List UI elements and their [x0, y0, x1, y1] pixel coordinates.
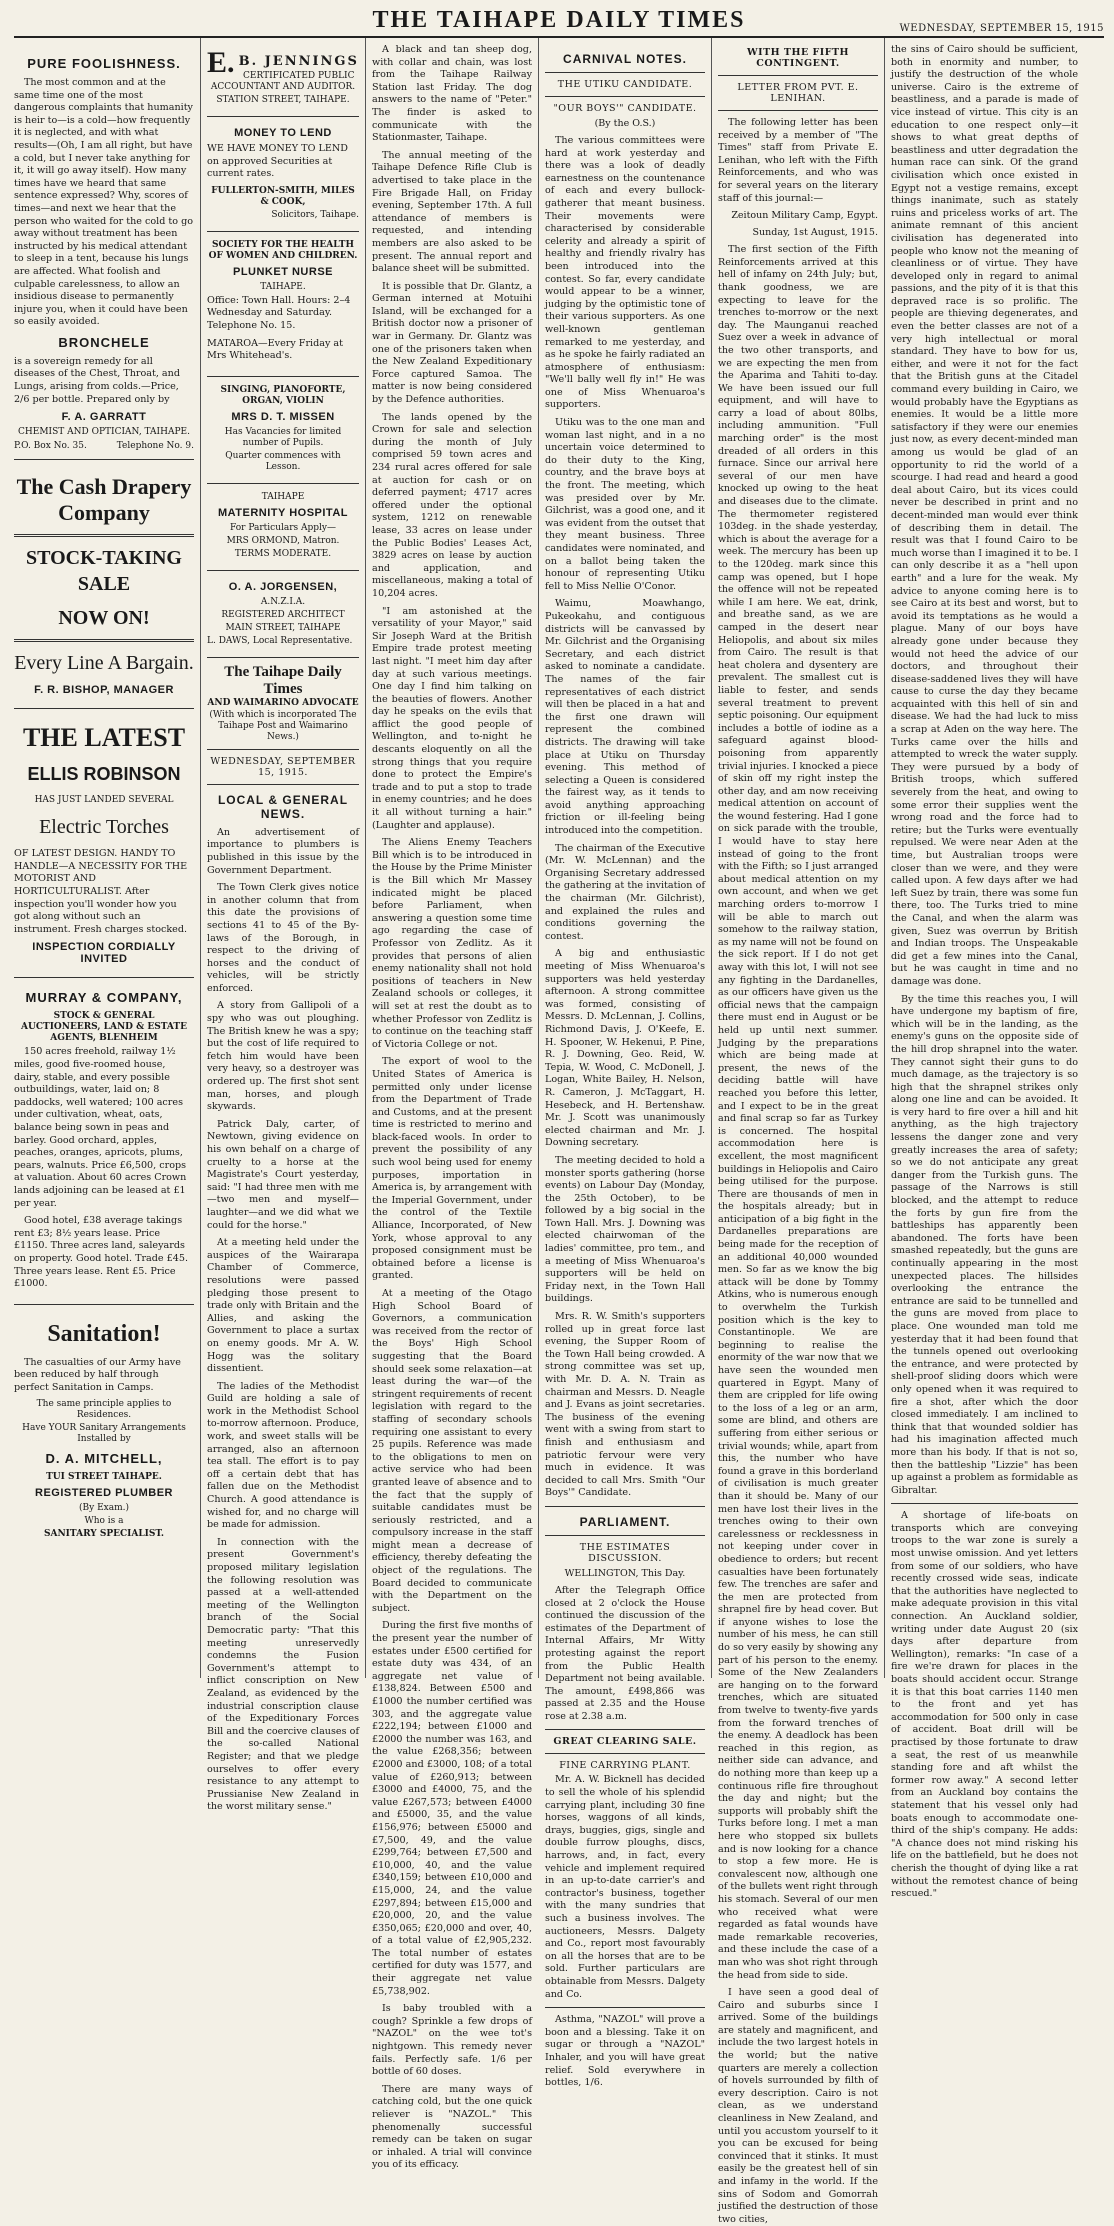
- column-5: [711, 38, 884, 2225]
- letter-place: Zeitoun Military Camp, Egypt.: [731, 210, 878, 222]
- company-name: The Cash Drapery Company: [16, 474, 192, 526]
- divider: [545, 1535, 705, 1536]
- news-item: Patrick Daly, carter, of Newtown, giving evidence on his own behalf on a charge of cruelty to a horse at the Magistrate's Court yesterday, said: "I had three men with me—two men and myself—laughter—and we did what we could for the horse.": [207, 1118, 359, 1231]
- advertiser-title: REGISTERED ARCHITECT: [221, 609, 345, 620]
- editorial-header: [207, 658, 359, 821]
- representative: L. DAWS, Local Representative.: [207, 635, 353, 646]
- columns: [14, 38, 1104, 2225]
- byline: (By the O.S.): [594, 118, 656, 129]
- article-paragraph: After the Telegraph Office closed at 2 o'clock the House continued the discussion of the estimates of the Department of Internal Affairs, Mr Witty protesting against the report from the Public Health Department not being available. The amount, £498,866 was passed at 2.35 and the House rose at 2.38 a.m.: [545, 1584, 705, 1722]
- news-item: The ladies of the Methodist Guild are holding a sale of work in the Methodist School to-morrow afternoon. Produce, work, and sweet stalls will be arranged, also an afternoon tea stall. The effort is to pay off a certain debt that has fallen due on the Methodist Church. A good attendance is wished for, and no charge will be made for admission.: [207, 1380, 359, 1531]
- article-paragraph: By the time this reaches you, I will have undergone my baptism of fire, which will be in the landing, as the enemy's guns on the opposite side of the hill drop shrapnel into the water. They cannot sight their guns to do much damage, as the trajectory is so high that the shrapnel strikes only along one line and can be avoided. It is very hard to fire over a hill and hit anything, as the high trajectory lessens the danger zone and very greatly increases the area of safety; so we do not anticipate any great danger from the Turkish guns. The passage of the Narrows is still blocked, and the attempt to reduce the forts by gun fire from the battleships has apparently been abandoned. The forts have been smashed repeatedly, but the guns are continually appearing in the most unexpected places. The hillsides overlooking the entrance the entrance are said to be tunnelled and the guns are moved from place to place. One wounded man told me yesterday that it had been found that the tunnels opened out overlooking the entrance, and were protected by shell-proof sliding doors which were only opened when it was required to fire a shot, after which the door closed immediately. I am inclined to think that that wounded soldier has had his imagination affected much more than his body. If that is not so, then the battleship "Lizzie" has been up against a problem as formidable as Gibraltar.: [891, 993, 1078, 1496]
- ad-headline: PLUNKET NURSE: [232, 265, 333, 278]
- ad-body: Has Vacancies for limited number of Pupils.: [224, 426, 342, 448]
- ad-maternity-hospital: [207, 484, 359, 571]
- manager-name: F. R. BISHOP, MANAGER: [34, 684, 174, 697]
- ad-music-lessons: [207, 377, 359, 484]
- divider: [545, 96, 705, 97]
- ad-body: OF LATEST DESIGN. HANDY TO HANDLE—A NECESSITY FOR THE MOTORIST AND HORTICULTURALIST. After inspection you'll wonder how you got along without such an instrument. Fresh charges stocked.: [14, 848, 188, 935]
- news-item: The annual meeting of the Taihape Defence Rifle Club is advertised to take place in the Fire Brigade Hall, on Friday evening, September 17th. A full attendance of members is requested, and intending members are also asked to be present. The annual report and balance sheet will be submitted.: [372, 149, 532, 275]
- advertiser-address: STATION STREET, TAIHAPE.: [216, 95, 350, 105]
- ad-body: WE HAVE MONEY TO LEND on approved Securities at current rates.: [207, 143, 348, 180]
- ad-murray-company: [14, 978, 194, 1304]
- ad-body: is a sovereign remedy for all diseases of the Chest, Throat, and Lungs, arising from colds.—Price, 2/6 per bottle. Prepared only by: [14, 355, 180, 405]
- news-item: An advertisement of importance to plumbers is published in this issue by the Government Department.: [207, 826, 359, 876]
- article-paragraph: A big and enthusiastic meeting of Miss Whenuaroa's supporters was held yesterday afternoon. A strong committee was formed, consisting of Messrs. D. McLennan, J. Collins, Richmond Davis, J. O'Keefe, E. H. Spooner, W. Hekenui, P. Pine, R. J. Downing, Geo. Reid, W. Tepia, W. Wood, C. McDonell, J. Logan, White Bailey, H. Nelson, R. Cameron, J. McTaggart, H. Hesebeck, and H. Bertenshaw. Mr. J. Scott was unanimously elected chairman and Mr. J. Downing secretary.: [545, 948, 705, 1149]
- article-title: LETTER FROM PVT. E. LENIHAN.: [737, 82, 859, 104]
- sale-tagline: Every Line A Bargain.: [14, 652, 194, 675]
- divider: [545, 1506, 705, 1507]
- advertiser-name: B. JENNINGS: [238, 54, 359, 69]
- divider: [545, 72, 705, 73]
- article-paragraph: Mr. A. W. Bicknell has decided to sell the whole of his splendid carrying plant, including 30 fine horses, waggons of all kinds, drays, buggies, gigs, single and double furrow ploughs, discs, harrows, and, in fact, every vehicle and implement required in an up-to-date carrier's and contractor's business, together with the many sundries that such a business involves. The auctioneers, Messrs. Dalgety and Co., report most favourably on all the horses that are to be sold. Further particulars are obtainable from Messrs. Dalgety and Co.: [545, 1774, 705, 2000]
- article-paragraph: Mrs. R. W. Smith's supporters rolled up in great force last evening, the Supper Room of the Town Hall being crowded. A strong committee was set up, with Mr. D. A. N. Train as chairman and Messrs. D. Neagle and J. Evans as joint secretaries. The business of the evening went with a swing from start to finish and enthusiasm and patriotic fervour were very much in evidence. It was decided to call Mrs. Smith "Our Boys'" Candidate.: [545, 1311, 705, 1499]
- card-header: [207, 46, 359, 79]
- advertiser-address: MAIN STREET, TAIHAPE: [225, 622, 341, 633]
- ad-ellis-robinson: [14, 709, 194, 978]
- divider: [718, 75, 878, 76]
- ad-body: MRS ORMOND, Matron.: [226, 535, 340, 546]
- telephone: Telephone No. 9.: [116, 441, 194, 452]
- advertiser-title: CHEMIST AND OPTICIAN, TAIHAPE.: [18, 427, 190, 438]
- article-paragraph: The meeting decided to hold a monster sports gathering (horse events) on Labour Day (Monday, the 25th October), to be followed by a big social in the Town Hall. Mrs. J. Downing was elected chairwoman of the ladies' committee, pro tem., and a meeting of Miss Whenuaroa's supporters will be held on Friday next, in the Town Hall buildings.: [545, 1154, 705, 1305]
- section-title: LOCAL & GENERAL NEWS.: [217, 792, 349, 821]
- news-item: The export of wool to the United States of America is permitted only under license from the Department of Trade and Customs, and at the present time is restricted to merino and black-faced wools. In order to prevent the possibility of any such wool being used for enemy purposes, importation in America is, by arrangement with the Imperial Government, under the control of the Textile Alliance, Incorporated, of New York, whose approval to any proposed consignment must be obtained before a license is granted.: [372, 1056, 532, 1282]
- news-item: During the first five months of the present year the number of estates under £500 certified for estate duty was 434, of an aggregate net value of £138,824. Between £500 and £1000 the number certified was 303, and the aggregate value £222,194; between £1000 and £2000 the number was 163, and the value £268,356; between £2000 and £3000, 108; of a total value of £260,913; between £3000 and £4000, 75, and the value £267,573; between £4000 and £5000, 35, and the value £156,976; between £5000 and £7,500, 49, and the value £299,764; between £7,500 and £10,000, 40, and the value £340,159; between £10,000 and £15,000, 24, and the value £297,894; between £15,000 and £20,000, 20, and the value £350,065; £20,000 and over, 40, of a total value of £2,905,232. The total number of estates certified for duty was 1577, and their aggregate net value £5,738,902.: [372, 1620, 532, 1997]
- column-2: [200, 38, 365, 1813]
- ad-body: The most common and at the same time one of the most dangerous complaints that humanity is heir to—is a cold—how frequently it is neglected, and with what results—(Oh, I am all right, but have a cold, but I never take anything for it, it will go away itself). How many times have we heard that same sentence expressed? Why, scores of times—and next we hear that the person who waited for the cold to go away without treatment has been instructed by his medical attendant to sleep in a tent, because his lungs are affected. What foolish and culpable carelessness, to allow an insidious disease to permanently injure you, when it could have been so easily avoided.: [14, 77, 194, 328]
- divider: [891, 1503, 1078, 1504]
- listing: Good hotel, £38 average takings rent £3; 8½ years lease. Price £1150. Three acres land, saleyards on property. Good hotel. Trade £45. Three years lease. Rent £5. Price £1000.: [14, 1215, 189, 1290]
- qualification: (By Exam.): [79, 1503, 129, 1514]
- advertiser-name: O. A. JORGENSEN,: [228, 580, 338, 593]
- ad-body: The casualties of our Army have been reduced by half through perfect Sanitation in Camps.: [14, 1356, 181, 1393]
- sale-status: NOW ON!: [58, 607, 150, 630]
- divider: [14, 639, 194, 642]
- ad-body: TERMS MODERATE.: [234, 548, 332, 559]
- ad-mitchell-sanitation: [14, 1305, 194, 1551]
- masthead: [14, 8, 1104, 38]
- ad-headline: PURE FOOLISHNESS.: [27, 56, 181, 71]
- article-title: "OUR BOYS'" CANDIDATE.: [553, 103, 697, 114]
- ad-body: Who is a: [84, 1516, 124, 1527]
- advertiser-title: Solicitors, Taihape.: [271, 209, 359, 220]
- advertiser-name: F. A. GARRATT: [61, 411, 147, 424]
- advertiser-title: REGISTERED PLUMBER: [35, 1487, 173, 1500]
- company-name: MURRAY & COMPANY,: [25, 990, 183, 1006]
- ad-plunket-nurse: [207, 232, 359, 377]
- qualification: A.N.Z.I.A.: [260, 596, 306, 607]
- ad-subline: HAS JUST LANDED SEVERAL: [34, 795, 174, 806]
- divider: [14, 534, 194, 537]
- ad-body: Office: Town Hall. Hours: 2–4 Wednesday and Saturday. Telephone No. 15.: [207, 294, 351, 331]
- po-box: P.O. Box No. 35.: [14, 441, 87, 452]
- news-item: At a meeting held under the auspices of the Wairarapa Chamber of Commerce, resolutions were passed pledging those present to trade only with Britain and the Allies, and asking the Government to place a surtax on enemy goods. Mr A. W. Hogg was the solitary dissentient.: [207, 1237, 359, 1375]
- news-item: The Town Clerk gives notice in another column that from this date the provisions of sections 41 to 45 of the By-laws of the Borough, in respect to the driving of horses and the conduct of vehicles, will be strictly enforced.: [207, 882, 359, 994]
- news-item: At a meeting of the Otago High School Board of Governors, a communication was received from the rector of the Boys' High School suggesting that the Board should seek some relaxation—at least during the war—of the stringent requirements of recent legislation with regard to the staffing of secondary schools requiring one assistant to every 25 pupils. Reference was made to the obligations to men on active service who had been granted leave of absence and to the fact that the supply of suitable candidates must be seriously restricted, and a compulsory increase in the staff might mean a decrease of efficiency, thereby defeating the object of the regulations. The Board decided to communicate with the Department on the subject.: [372, 1288, 532, 1614]
- article-title: THE UTIKU CANDIDATE.: [557, 79, 693, 90]
- newspaper-title: THE TAIHAPE DAILY TIMES: [372, 7, 746, 33]
- advertiser-name: FULLERTON-SMITH, MILES & COOK,: [211, 185, 355, 207]
- column-1: [14, 38, 200, 1678]
- ad-body: Have YOUR Sanitary Arrangements Installed by: [22, 1423, 186, 1445]
- ad-headline: MATERNITY HOSPITAL: [218, 506, 348, 519]
- ad-cash-drapery: [14, 460, 194, 709]
- ad-footer: INSPECTION CORDIALLY INVITED: [32, 941, 176, 966]
- article-paragraph: I have seen a good deal of Cairo and suburbs since I arrived. Some of the buildings are stately and magnificent, and include the two largest hotels in the world; but the native quarters are merely a collection of hovels surrounded by filth of every description. Cairo is not clean, as we understand cleanliness in New Zealand, and until you accustom yourself to it you can be excused for being convinced that it stinks. It must easily be the greatest hell of sin and infamy in the world. If the sins of Sodom and Gomorrah justified the destruction of those two cities,: [718, 1987, 878, 2225]
- news-item: The Aliens Enemy Teachers Bill which is to be introduced in the House by the Prime Minister is the Bill which Mr Massey indicated might be placed before Parliament, when answering a question some time ago regarding the case of Professor von Zedlitz. As it provides that persons of alien enemy nationality shall not hold positions of teachers in New Zealand schools or colleges, it will set at rest the doubt as to whether Professor von Zedlitz is to continue on the teaching staff of Victoria College or not.: [372, 837, 532, 1050]
- product-name: Electric Torches: [39, 816, 169, 839]
- ad-headline: SINGING, PIANOFORTE, ORGAN, VIOLIN: [220, 384, 346, 406]
- ad-jorgensen: [207, 571, 359, 658]
- news-item: It is possible that Dr. Glantz, a German interned at Motuihi Island, will be exchanged for a British doctor now a prisoner of war in Germany. Dr. Glantz was one of the prisoners taken when the New Zealand Expeditionary Force captured Samoa. The matter is now being considered by the Defence authorities.: [372, 280, 532, 406]
- ad-body: For Particulars Apply—: [230, 522, 336, 533]
- news-item: "I am astonished at the versatility of your Mayor," said Sir Joseph Ward at the British Empire trade protest meeting last night. "I meet him day after day at such various meetings. One day I find him talking on the beauties of flowers. Another day he speaks on the evils that afflict the good people of Wellington, and to-night he descants eloquently on all the strong things that you require done to protect the Empire's trade and to put a stop to trade in enemy countries; and he does it all without turning a hair." (Laughter and applause).: [372, 605, 532, 831]
- paper-title: The Taihape Daily Times: [224, 663, 342, 697]
- section-title: PARLIAMENT.: [579, 1514, 671, 1529]
- advertisement: Asthma, "NAZOL" will prove a boon and a blessing. Take it on sugar or through a "NAZOL" Inhaler, and you will have great relief. Sold everywhere in bottles, 1/6.: [545, 2014, 705, 2089]
- divider: [545, 2007, 705, 2008]
- issue-date: WEDNESDAY, SEPTEMBER 15, 1915: [899, 23, 1104, 34]
- advertiser-specialty: SANITARY SPECIALIST.: [43, 1529, 165, 1540]
- dateline: WELLINGTON, This Day.: [564, 1567, 686, 1579]
- editorial-date: WEDNESDAY, SEPTEMBER 15, 1915.: [210, 755, 356, 778]
- news-item: In connection with the present Government's proposed military legislation the following resolution was passed at a well-attended meeting of the Wellington branch of the Social Democratic party: "That this meeting unreservedly condemns the Fusion Government's attempt to inflict conscription on New Zealand, as evidenced by the industrial conscription clause of the Expeditionary Forces Bill and the coercive clauses of the so-called National Register; and that we pledge ourselves to offer every resistance to any attempt to Prussianise New Zealand in the worst military sense.": [207, 1536, 359, 1813]
- sale-headline: STOCK-TAKING SALE: [26, 547, 182, 596]
- news-item: The lands opened by the Crown for sale and selection during the month of July comprised 59 town acres and 234 rural acres offered for sale at auction for cash or on deferred payment; 4717 acres offered under the optional system, 1212 on renewable lease, 33 acres on lease under the Public Bodies' Leases Act, 3829 acres on lease by auction and application, and miscellaneous, making a total of 10,204 acres.: [372, 411, 532, 599]
- place: TAIHAPE: [261, 491, 305, 502]
- news-item: A black and tan sheep dog, with collar and chain, was lost from the Taihape Railway Station last Friday. The dog answers to the name of "Peter." The finder is asked to communicate with the Stationmaster, Taihape.: [372, 44, 532, 144]
- article-paragraph: Utiku was to the one man and woman last night, and in a no uncertain voice determined to do their duty to the King, country, and the brave boys at the front. The meeting, which was presided over by Mr. Gilchrist, was a good one, and it was evident from the outset that they meant business. Three candidates were nominated, and on a ballot being taken the honour of representing Utiku fell to Miss Nellie O'Conor.: [545, 417, 705, 592]
- article-paragraph: the sins of Cairo should be sufficient, both in enormity and number, to justify the destruction of the whole universe. Cairo is the extreme of beastliness, and a parade is made of vice instead of virtue. This city is an education to one respect only—it shows to what great depths of beastliness and utter degradation the human race can sink. Of the grand civilisation which once existed in Egypt not a vestige remains, except things inanimate, such as stately ruins and priceless works of art. The animate remnant of this ancient civilisation has degenerated into people who know not the meaning of cleanliness or of virtue. They have developed only in regard to animal passions, and the pity of it is that this depraved race is so prolific. The people are thieving degenerates, and even the better classes are not of a very high intellectual or moral standard. They have to bow for us, either, and were it not for the fact that the British guns at the Citadel command every building in Cairo, we would probably have the Egyptians as enemies. It would be a little more satisfactory if they were our enemies just now, as every decent-minded man among us would be glad of an opportunity to rid the world of a scourge. I had read and heard a good deal about Cairo, but its vices could never be described in print and no decent-minded man would ever think of describing them in detail. The result was that I found Cairo to be much worse than I imagined it to be. I can only describe it as a "hell upon earth" and a lure for the weak. My advice to anyone coming here is to see Cairo at its best and worst, but to avoid its temptations as he would a plague. Many of our boys have already gone under because they would not heed the advice of our doctors, and throughout their disease-saddened lives they will have cause to curse the day they became acquainted with this hell of sin and disease. We had the had luck to miss a scrap at Aden on the way here. The Turks came over the hills and attempted to wreck the water supply. They were pursued by a body of British troops, which suffered severely from the heat, and owing to some error their supplies went the wrong road and the force had to retire; but the Turks were eventually repulsed. We were near Aden at the time, but Australian troops were closer than we were, and they were called upon. A few days after we had left Suez by train, there was some fun there, too. The Turks tried to mine the Canal, and when the alarm was given, Suez was overrun by British and Indian troops. The Unspeakable did get a few mines into the Canal, but he was caught in time and no damage was done.: [891, 44, 1078, 987]
- article-paragraph: The chairman of the Executive (Mr. W. McLennan) and the Organising Secretary addressed the gathering at the invitation of the chairman (Mr. Gilchrist), and explained the rules and conditions governing the contest.: [545, 842, 705, 942]
- column-3: [365, 38, 538, 2171]
- divider: [718, 110, 878, 111]
- column-6: [884, 38, 1084, 1900]
- ad-headline: Sanitation!: [47, 1320, 161, 1347]
- ad-headline: THE LATEST: [22, 723, 186, 753]
- advertiser-address: TUI STREET TAIHAPE.: [46, 1472, 162, 1483]
- ad-body: Quarter commences with Lesson.: [225, 450, 341, 472]
- paper-subtitle: AND WAIMARINO ADVOCATE: [207, 697, 359, 708]
- article-paragraph: Waimu, Moawhango, Pukeokahu, and contiguous districts will be canvassed by Mr. Gilchrist and the Organising Secretary, and each district asked to nominate a candidate. The names of the fair representatives of each district will then be placed in a hat and the first one drawn will represent the combined districts. The drawing will take place at Utiku on Thursday evening. This method of selecting a Queen is considered the fairest way, as it tends to avoid anything approaching friction or ill-feeling being introduced into the competition.: [545, 598, 705, 837]
- paper-note: (With which is incorporated The Taihape Post and Waimarino News.): [209, 709, 357, 742]
- divider: [207, 784, 359, 785]
- news-item: Is baby troubled with a cough? Sprinkle a few drops of "NAZOL" on the wee tot's nightgown. This remedy never fails. Perfectly safe. 1/6 per bottle of 60 doses.: [372, 2003, 532, 2078]
- article-paragraph: A shortage of life-boats on transports which are conveying troops to the war zone is surely a most unwise omission. And yet letters from some of our soldiers, who have recently crossed wide seas, indicate that the authorities have neglected to make adequate provision in this vital connection. An Auckland soldier, writing under date August 20 (six days after departure from Wellington), remarks: "In case of a fire we're drawn for places in the boats should accident occur. Strange it is that this boat carries 1140 men to the front and yet has accommodation for 500 only in case of accident. Boat drill will be practised by those fortunate to draw a seat, the rest of us meanwhile standing fore and aft whilst the former row away." A second letter from an Auckland boy contains the statement that his vessel only had boats enough to accommodate one-third of the ship's company. He adds: "A chance does not mind risking his life on the battlefield, but he does not cherish the thought of dying like a rat without the remotest chance of being rescued.": [891, 1510, 1078, 1900]
- article-paragraph: The first section of the Fifth Reinforcements arrived at this hell of infamy on 24th July; but, thank goodness, we are expecting to leave for the trenches to-morrow or the next day. The Maunganui reached Suez over a week in advance of the two other transports, and we are expecting the men from the Aparima and Tahiti to-day. We have been issued our full equipment, and will have to carry a load of about 80lbs, including ammunition. "Full marching order" is the most dreaded of all orders in this furnace. Since our arrival here several of our men have knocked up owing to the heat and diseases due to the climate. The thermometer registered 103deg. in the shade yesterday, which is about the average for a week. The mercury has been up to the 120deg. mark since this camp was opened, but I hope the offence will not be repeated while I am here. We eat, drink, and breathe sand, as we are camped in the desert near Heliopolis, and about six miles from Cairo. The result is that heat cholera and dysentery are prevalent. The smallest cut is liable to fester, and sends several treatment to prevent septic poisoning. Our equipment includes a bottle of iodine as a safeguard against blood-poisoning from apparently trivial injuries. I knocked a piece of skin off my right instep the other day, and am now receiving medical attention on account of the wound festering. Had I gone on sick parade with the trouble, I would have to stay here instead of going to the front with the Fifth; so I just arranged about medical attention on my own account, and when we get marching orders to-morrow I will be able to march out somehow to the railway station, as my name will not be found on the sick report. If I do not get away with this lot, I will not see any fighting in the Dardanelles, as our officers have given us the official news that the campaign there must end in August or be held up until next summer. Judging by the preparations which are being made at present, the news of the deciding battle will have reached you before this letter, and I expect to be in the great and final scrap so far as Turkey is concerned. The hospital accommodation here is excellent, the most magnificent buildings in Heliopolis and Cairo being utilised for the purpose. There are thousands of men in the hospitals already; but in anticipation of a big fight in the Dardanelles preparations are being made for the reception of an additional 40,000 wounded men. So far as we know the big attack will be done by Tommy Atkins, who is numerous enough to overwhelm the Turkish position which is the key to Constantinople. We are beginning to realise the enormity of the war now that we have seen the wounded men quartered in Egypt. Many of them are crippled for life owing to the loss of a leg or an arm, some are blind, and others are suffering from either serious or trivial wounds; while, apart from this, the number who have found a grave in this borderland of civilisation is much greater than it should be. Many of our men have lost their lives in the trenches owing to their own carelessness or recklessness in not keeping under cover in obedience to orders; but recent casualties have been fortunately few. The trenches are safer and the men are protected from shrapnel fire by head cover. But if anyone wishes to lose the number of his mess, he can still do so very easily by showing any part of his person to the enemy. Some of the New Zealanders are hanging on to the forward trenches, which are situated from twelve to twenty-five yards from the forward trenches of the enemy. A deadlock has been reached in this region, as neither side can advance, and do nothing more than keep up a continuous rifle fire throughout the day and night; but the supports will probably shift the Turks before long. I met a man here who stopped six bullets and is now looking for a chance to stop a few more. He is convalescent now, although one of the bullets went right through his stomach. Several of our men who received what were regarded as fatal wounds have made remarkable recoveries, and these include the case of a man who was shot right through the head from side to side.: [718, 244, 878, 1981]
- advertiser-name: ELLIS ROBINSON: [27, 764, 181, 785]
- article-subtitle: FINE CARRYING PLANT.: [559, 1760, 691, 1772]
- article-title: THE ESTIMATES DISCUSSION.: [579, 1541, 671, 1564]
- divider: [207, 749, 359, 750]
- ad-body: The same principle applies to Residences.: [36, 1399, 172, 1421]
- listing: 150 acres freehold, railway 1½ miles, good five-roomed house, dairy, stable, and every possible outbuildings, water, laid on; 8 paddocks, well watered; 100 acres under cultivation, wheat, oats, balance being sown in peas and barley. Good orchard, apples, peaches, oranges, apricots, plums, pears, walnuts. Price £6,500, crops at valuation. About 60 acres Crown lands adjoining can be leased at £1 per year.: [14, 1046, 187, 1209]
- news-item: There are many ways of catching cold, but the one quick reliever is "NAZOL." This phenomenally successful remedy can be taken on sugar or inhaled. A trial will convince you of its efficacy.: [372, 2083, 532, 2171]
- letter-date: Sunday, 1st August, 1915.: [752, 227, 878, 239]
- section-title: WITH THE FIFTH CONTINGENT.: [746, 47, 850, 69]
- ad-headline: MONEY TO LEND: [234, 127, 332, 139]
- society-name: SOCIETY FOR THE HEALTH OF WOMEN AND CHILDREN.: [208, 239, 358, 261]
- ad-bronchele: [14, 44, 194, 460]
- contact-row: [14, 441, 194, 451]
- article-title: GREAT CLEARING SALE.: [553, 1736, 697, 1748]
- article-paragraph: The various committees were hard at work yesterday and there was a look of deadly earnestness on the countenance of each and every bullock-gatherer that meant business. Their movements were characterised by considerable celerity and already a spirit of healthy and friendly rivalry has been introduced into the contest. So far, every candidate would appear to be a winner, judging by the optimistic tone of their various supporters. As one well-known gentleman remarked to me yesterday, and as he spoke he fairly radiated an atmosphere of enthusiasm: "We'll bally well fly in!" He was one of Miss Whenuaroa's supporters.: [545, 135, 705, 411]
- news-item: A story from Gallipoli of a spy who was out ploughing. The British knew he was a spy; but the cost of life required to fetch him would have been very heavy, so a destroyer was ordered up. The first shot sent man, horses, and plough skywards.: [207, 1000, 359, 1113]
- initial-letter: E.: [207, 46, 235, 79]
- divider: [545, 1729, 705, 1730]
- ad-body: MATAROA—Every Friday at Mrs Whitehead's.: [207, 337, 344, 362]
- divider: [545, 1753, 705, 1754]
- ad-money-to-lend: [207, 117, 359, 232]
- advertiser-name: D. A. MITCHELL,: [45, 1451, 163, 1467]
- place: TAIHAPE.: [260, 281, 306, 292]
- advertiser-name: MRS D. T. MISSEN: [231, 410, 335, 423]
- article-paragraph: The following letter has been received by a member of "The Times" staff from Private E. Lenihan, who left with the Fifth Reinforcements, and who was for several years on the literary staff of this journal:—: [718, 117, 878, 204]
- product-name: BRONCHELE: [58, 334, 150, 350]
- section-title: CARNIVAL NOTES.: [563, 52, 687, 66]
- column-4: [538, 38, 711, 2089]
- company-description: STOCK & GENERAL AUCTIONEERS, LAND & ESTATE AGENTS, BLENHEIM: [21, 1011, 187, 1044]
- advertiser-title: CERTIFICATED PUBLIC ACCOUNTANT AND AUDITOR.: [210, 71, 356, 92]
- ad-jennings: [207, 44, 359, 117]
